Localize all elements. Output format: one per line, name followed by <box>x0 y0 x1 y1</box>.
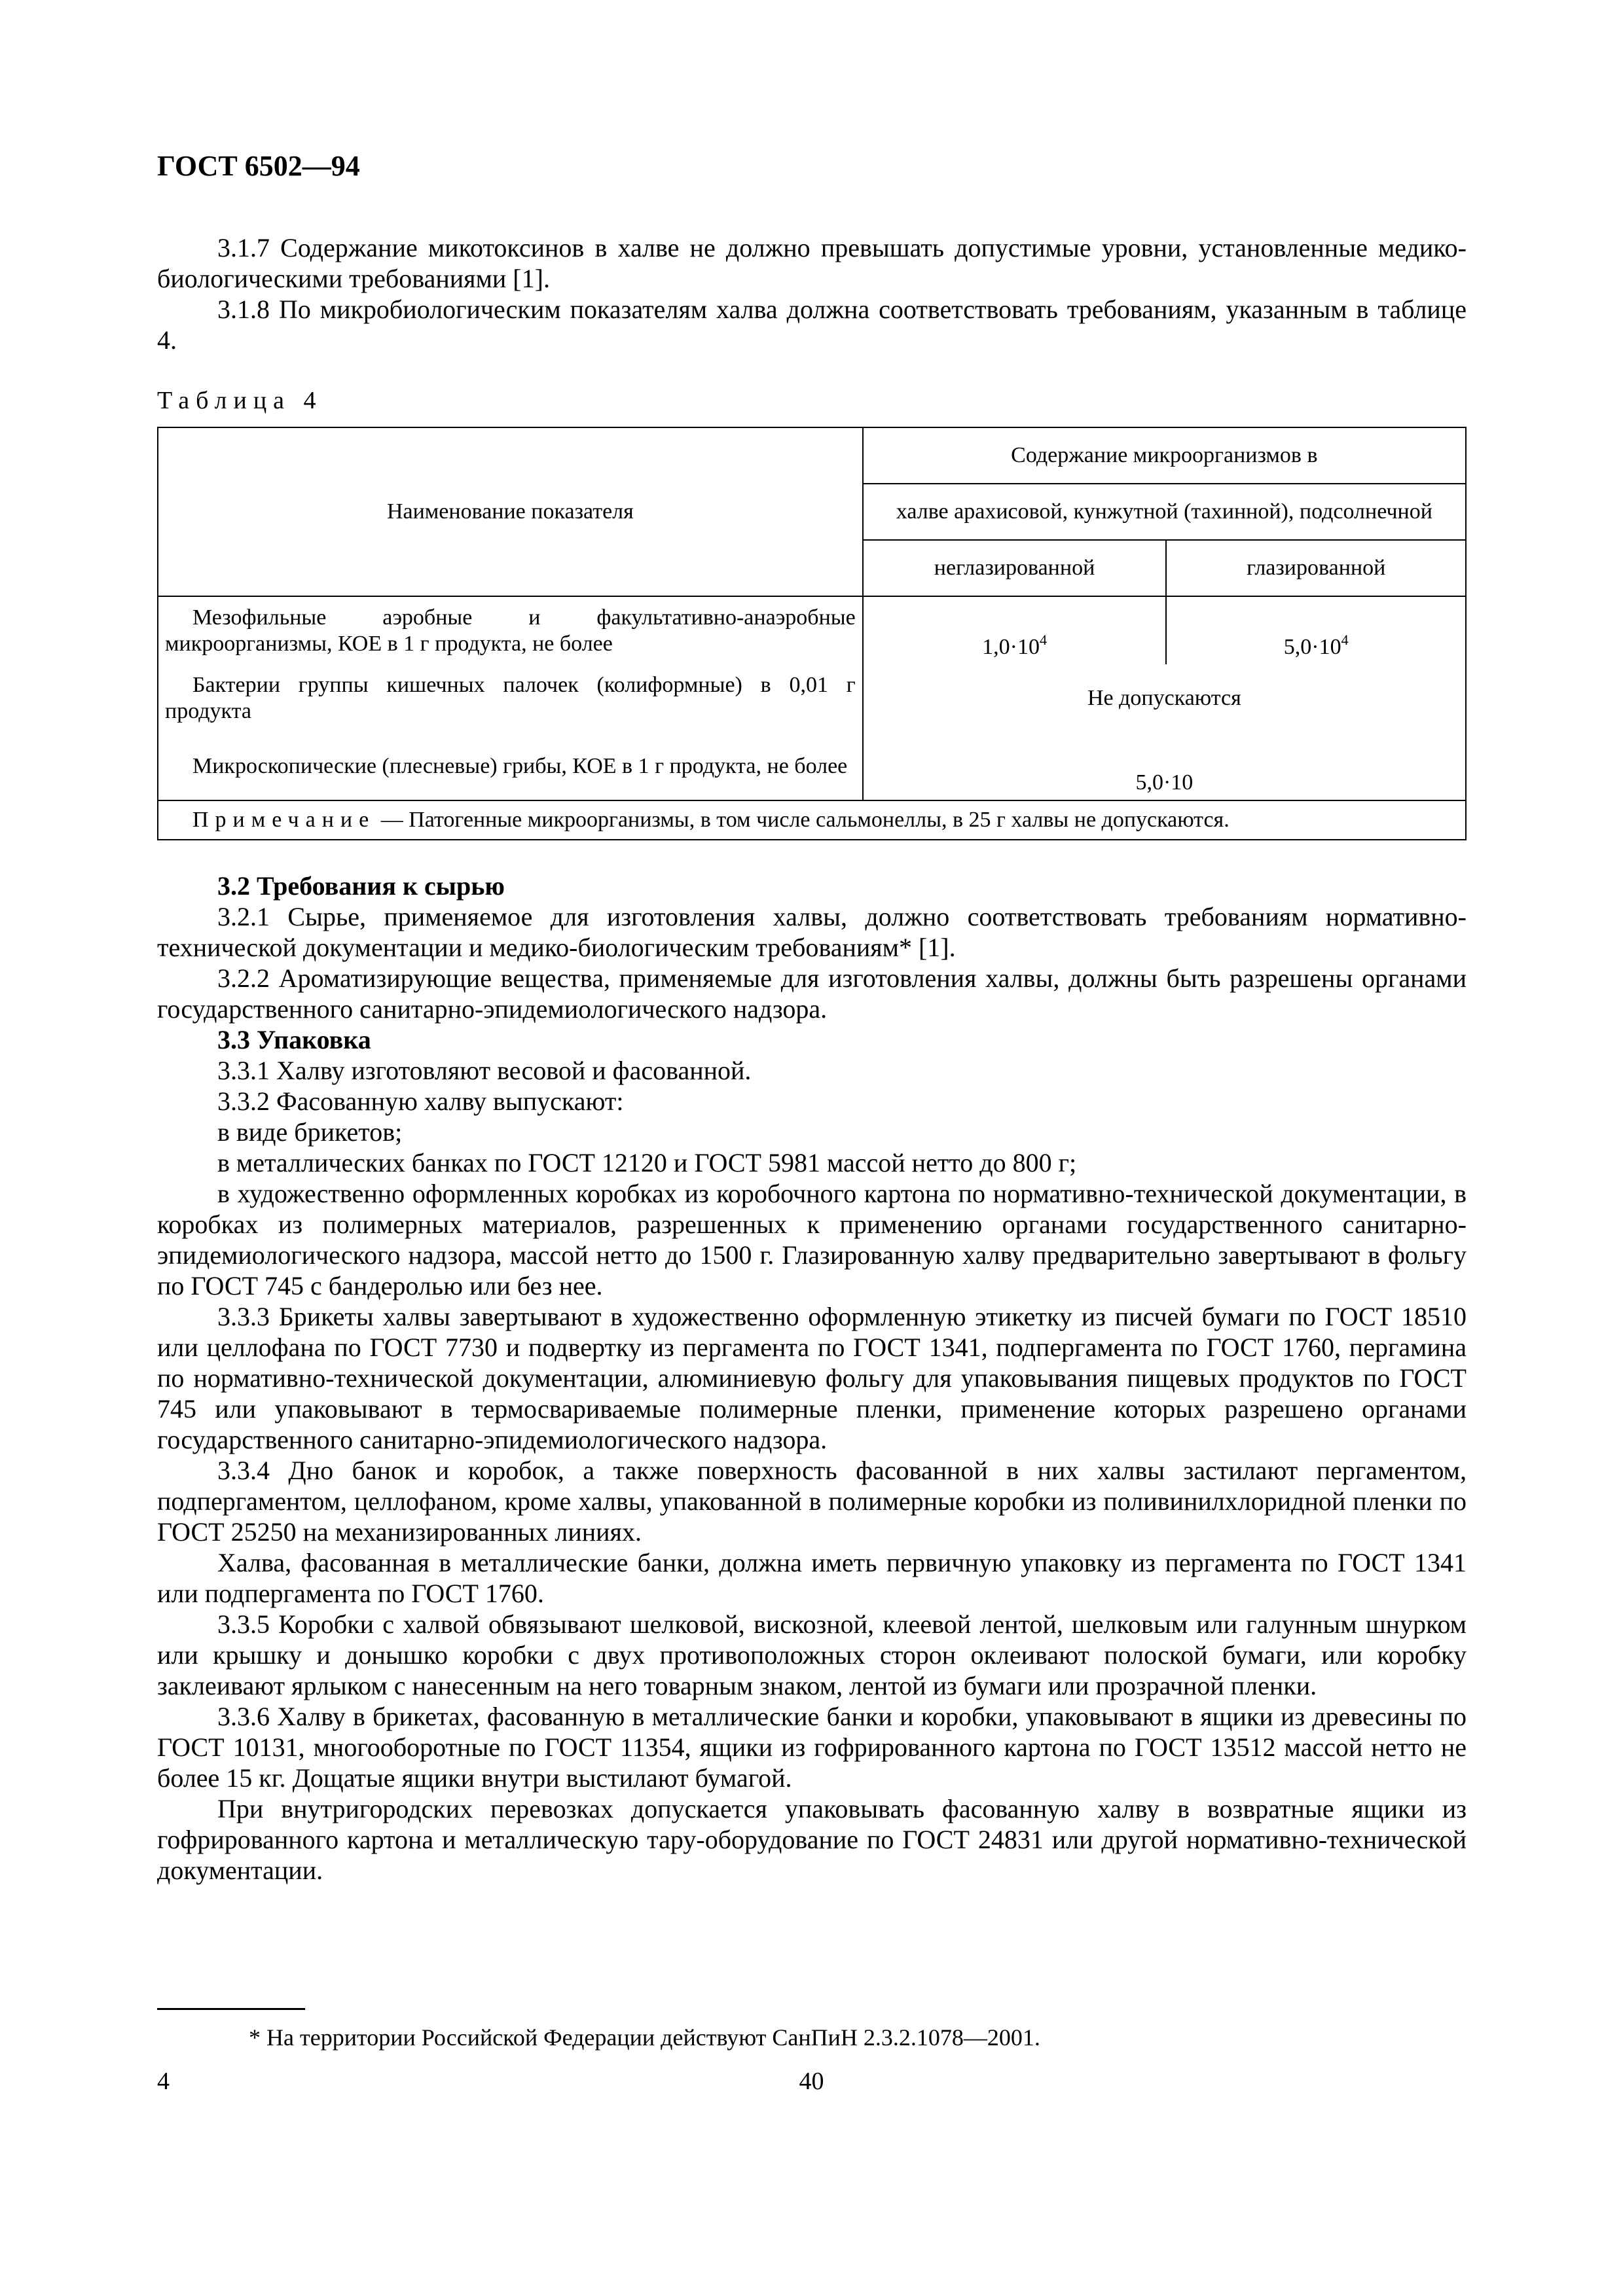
value-glazed: $5,0\cdot 10^4$ <box>1166 596 1466 664</box>
paragraph-3-3-5: 3.3.5 Коробки с халвой обвязывают шелковой, вискозной, клеевой лентой, шелковым или галунным шнурком или крышку и донышко коробки с двух противоположных сторон оклеивают полоской бумаги, или коробку заклеивают ярлыком с нанесенным на него товарным знаком, лентой из бумаги или прозрачной пленки. <box>157 1609 1467 1700</box>
paragraph-3-1-8: 3.1.8 По микробиологическим показателям халва должна соответствовать требованиям, указанным в таблице 4. <box>157 295 1467 355</box>
paragraph-3-1-7: 3.1.7 Содержание микотоксинов в халве не должно превышать допустимые уровни, установленные медико-биологическими требованиями [1]. <box>157 233 1467 293</box>
note-label: Примечание <box>192 808 376 832</box>
table-note <box>158 800 1466 840</box>
paragraph-3-3-1: 3.3.1 Халву изготовляют весовой и фасованной. <box>217 1056 752 1085</box>
sections-body <box>157 870 1467 1886</box>
value-both: Не допускаются <box>863 664 1466 732</box>
intro-paragraphs <box>157 232 1467 355</box>
page-number-center: 40 <box>799 2068 824 2095</box>
note-text: — Патогенные микроорганизмы, в том числе сальмонеллы, в 25 г халвы не допускаются. <box>380 808 1230 832</box>
table-caption: Таблица 4 <box>157 387 323 414</box>
list-item-boxes: в художественно оформленных коробках из коробочного картона по нормативно-технической документации, в коробках из полимерных материалов, разрешенных к применению органами государственного санитарно-эпидемиологического надзора, массой нетто до 1500 г. Глазированную халву предварительно завертывают в фольгу по ГОСТ 745 с бандеролью или без нее. <box>157 1179 1467 1300</box>
row-name: Бактерии группы кишечных палочек (колиформные) в 0,01 г продукта <box>158 664 863 732</box>
paragraph-3-3-2: 3.3.2 Фасованную халву выпускают: <box>217 1086 624 1116</box>
paragraph-3-3-3: 3.3.3 Брикеты халвы завертывают в художественно оформленную этикетку из писчей бумаги по ГОСТ 18510 или целлофана по ГОСТ 7730 и подвертку из пергамента по ГОСТ 1341, подпергамента по ГОСТ 1760, пергамина по нормативно-технической документации, алюминиевую фольгу для упаковывания пищевых продуктов по ГОСТ 745 или упаковывают в термосвариваемые полимерные пленки, применение которых разрешено органами государственного санитарно-эпидемиологического надзора. <box>157 1302 1467 1454</box>
column-group-header: Содержание микроорганизмов в <box>863 427 1466 484</box>
paragraph-3-3-6: 3.3.6 Халву в брикетах, фасованную в металлические банки и коробки, упаковывают в ящики из древесины по ГОСТ 10131, многооборотные по ГОСТ 11354, ящики из гофрированного картона по ГОСТ 13512 массой нетто не более 15 кг. Дощатые ящики внутри выстилают бумагой. <box>157 1702 1467 1793</box>
section-3-2-title: 3.2 Требования к сырью <box>217 871 505 901</box>
table-row <box>158 664 1466 732</box>
paragraph-3-2-1: 3.2.1 Сырье, применяемое для изготовления халвы, должно соответствовать требованиям нормативно-технической документации и медико-биологическим требованиям* [1]. <box>157 902 1467 962</box>
value-unglazed: $1,0\cdot 10^4$ <box>863 596 1167 664</box>
section-3-3-title: 3.3 Упаковка <box>217 1025 371 1054</box>
column-header-glazed: глазированной <box>1166 540 1466 596</box>
page-number-left: 4 <box>157 2068 170 2095</box>
column-subgroup-header: халве арахисовой, кунжутной (тахинной), подсолнечной <box>863 484 1466 540</box>
microbiology-table <box>157 427 1467 840</box>
list-item-cans: в металлических банках по ГОСТ 12120 и ГОСТ 5981 массой нетто до 800 г; <box>217 1148 1077 1177</box>
table-row <box>158 596 1466 664</box>
paragraph-city-transport: При внутригородских перевозках допускается упаковывать фасованную халву в возвратные ящики из гофрированного картона и металлическую тару-оборудование по ГОСТ 24831 или другой нормативно-технической документации. <box>157 1794 1467 1885</box>
value-both: 5,0·10 <box>863 732 1466 800</box>
document-code: ГОСТ 6502—94 <box>157 150 360 182</box>
footnote: * На территории Российской Федерации действуют СанПиН 2.3.2.1078—2001. <box>249 2024 1040 2051</box>
table-row <box>158 732 1466 800</box>
paragraph-3-2-2: 3.2.2 Ароматизирующие вещества, применяемые для изготовления халвы, должны быть разрешены органами государственного санитарно-эпидемиологического надзора. <box>157 963 1467 1024</box>
paragraph-3-3-4: 3.3.4 Дно банок и коробок, а также поверхность фасованной в них халвы застилают пергаментом, подпергаментом, целлофаном, кроме халвы, упакованной в полимерные коробки из поливинилхлоридной пленки по ГОСТ 25250 на механизированных линиях. <box>157 1456 1467 1547</box>
row-name: Микроскопические (плесневые) грибы, КОЕ в 1 г продукта, не более <box>158 732 863 800</box>
footnote-separator <box>157 2008 305 2010</box>
list-item-briquettes: в виде брикетов; <box>217 1117 403 1147</box>
row-name: Мезофильные аэробные и факультативно-анаэробные микроорганизмы, КОЕ в 1 г продукта, не более <box>158 596 863 664</box>
column-header-indicator: Наименование показателя <box>158 427 863 596</box>
column-header-unglazed: неглазированной <box>863 540 1167 596</box>
paragraph-cans-packaging: Халва, фасованная в металлические банки, должна иметь первичную упаковку из пергамента по ГОСТ 1341 или подпергамента по ГОСТ 1760. <box>157 1548 1467 1608</box>
